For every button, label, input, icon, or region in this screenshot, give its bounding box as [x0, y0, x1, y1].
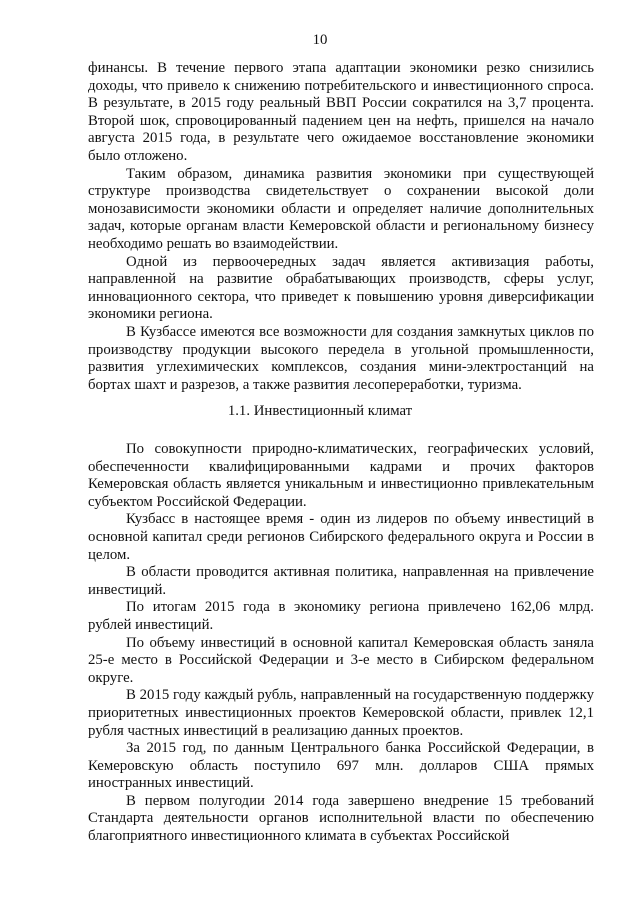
- page-number: 10: [312, 32, 328, 48]
- paragraph: В области проводится активная политика, направленная на привлечение инвестиций.: [88, 564, 594, 598]
- paragraph: В первом полугодии 2014 года завершено внедрение 15 требований Стандарта деятельности органов исполнительной власти по обеспечению благоприятного инвестиционного климата в субъектах Российской: [88, 792, 594, 845]
- paragraph: В Кузбассе имеются все возможности для создания замкнутых циклов по производству продукции высокого передела в угольной промышленности, развития углехимических комплексов, создания мини-электростанций на бортах шахт и разрезов, а также развития лесопереработки, туризма.: [88, 323, 594, 393]
- section-heading: 1.1. Инвестиционный климат: [227, 403, 413, 419]
- paragraph: Кузбасс в настоящее время - один из лидеров по объему инвестиций в основной капитал среди регионов Сибирского федерального округа и России в целом.: [88, 511, 594, 563]
- paragraph: За 2015 год, по данным Центрального банка Российской Федерации, в Кемеровскую область поступило 697 млн. долларов США прямых иностранных инвестиций.: [88, 740, 594, 792]
- paragraph: В 2015 году каждый рубль, направленный на государственную поддержку приоритетных инвестиционных проектов Кемеровской области, привлек 12,1 рубля частных инвестиций в реализацию данных проектов.: [88, 687, 594, 739]
- paragraph: По объему инвестиций в основной капитал Кемеровская область заняла 25-е место в Российской Федерации и 3-е место в Сибирском федеральном округе.: [88, 634, 594, 686]
- section-text-block: [88, 441, 594, 846]
- paragraph: По совокупности природно-климатических, географических условий, обеспеченности квалифицированными кадрами и прочих факторов Кемеровская область является уникальным и инвестиционно привлекательным субъектом Российской Федерации.: [88, 441, 594, 510]
- paragraph: Таким образом, динамика развития экономики при существующей структуре производства свидетельствует о сохранении высокой доли монозависимости экономики области и определяет наличие дополнительных задач, которые органам власти Кемеровской области и региональному бизнесу необходимо решать во взаимодействии.: [88, 165, 594, 252]
- paragraph: По итогам 2015 года в экономику региона привлечено 162,06 млрд. рублей инвестиций.: [88, 599, 594, 633]
- intro-text-block: [88, 60, 594, 394]
- paragraph: Одной из первоочередных задач является активизация работы, направленной на развитие обрабатывающих производств, сферы услуг, инновационного сектора, что приведет к повышению уровня диверсификации экономики региона.: [88, 253, 594, 323]
- paragraph: финансы. В течение первого этапа адаптации экономики резко снизились доходы, что привело к снижению потребительского и инвестиционного спроса. В результате, в 2015 году реальный ВВП России сократился на 3,7 процента. Второй шок, спровоцированный падением цен на нефть, пришелся на начало августа 2015 года, в результате чего ожидаемое восстановление экономики было отложено.: [88, 60, 594, 164]
